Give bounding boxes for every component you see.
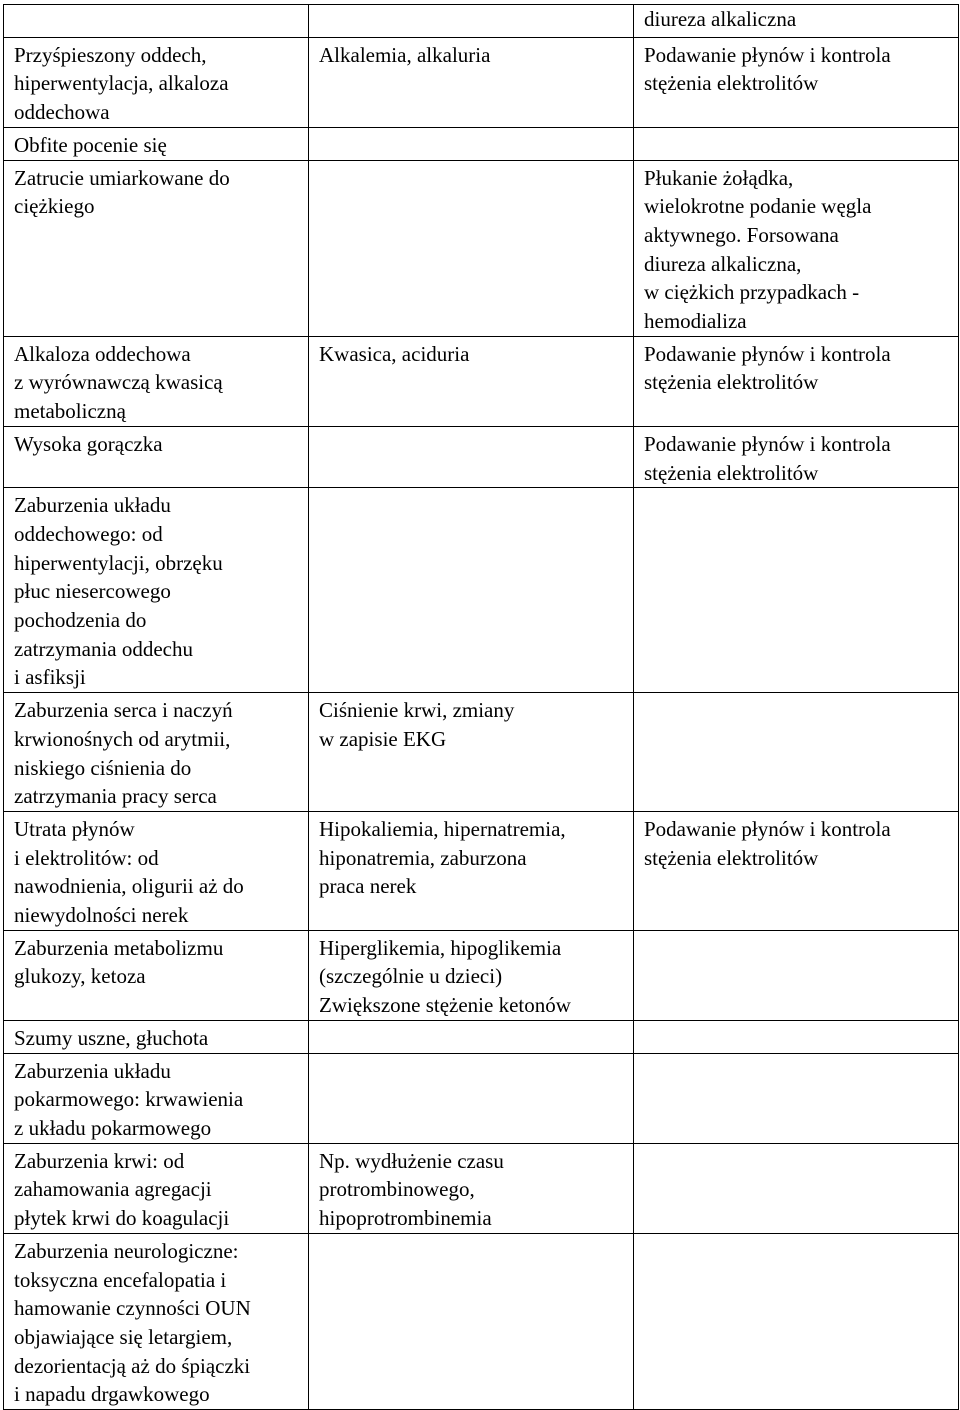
table-row xyxy=(4,1020,959,1053)
cell-text-line: Hiperglikemia, hipoglikemia xyxy=(319,935,562,960)
cell-text-line: Ciśnienie krwi, zmiany xyxy=(319,698,515,723)
empty-line xyxy=(319,1323,625,1352)
cell-text-line: Wysoka gorączka xyxy=(14,431,163,456)
treatment-cell xyxy=(634,160,959,336)
symptom-cell xyxy=(4,37,309,127)
cell-text-line: i elektrolitów: od xyxy=(14,845,159,870)
empty-line xyxy=(319,491,625,520)
cell-text-line: objawiające się letargiem, xyxy=(14,1324,233,1349)
lab-finding-cell xyxy=(309,488,634,693)
empty-line xyxy=(14,307,300,336)
lab-finding-cell xyxy=(309,160,634,336)
cell-text-line: Zwiększone stężenie ketonów xyxy=(319,993,571,1018)
empty-line xyxy=(14,250,300,279)
treatment-cell xyxy=(634,1053,959,1143)
symptom-cell xyxy=(4,811,309,930)
cell-text-line: Np. wydłużenie czasu xyxy=(319,1148,504,1173)
cell-text-line: Podawanie płynów i kontrola xyxy=(644,816,891,841)
cell-text-line: Utrata płynów xyxy=(14,816,135,841)
cell-text-line: i napadu drgawkowego xyxy=(14,1382,210,1407)
empty-line xyxy=(319,1057,625,1086)
symptom-cell xyxy=(4,930,309,1020)
empty-line xyxy=(644,754,950,783)
cell-text-line: diureza alkaliczna xyxy=(644,7,797,31)
cell-text-line: hipoprotrombinemia xyxy=(319,1206,492,1231)
cell-text-line: Podawanie płynów i kontrola xyxy=(644,341,891,366)
empty-line xyxy=(14,278,300,307)
cell-text-line: oddechowa xyxy=(14,100,110,125)
empty-line xyxy=(319,549,625,578)
empty-line xyxy=(14,8,300,37)
empty-line xyxy=(319,192,625,221)
symptom-cell xyxy=(4,127,309,160)
empty-line xyxy=(644,1114,950,1143)
cell-text-line: Obfite pocenie się xyxy=(14,132,167,157)
lab-finding-cell xyxy=(309,37,634,127)
empty-line xyxy=(644,1204,950,1233)
empty-line xyxy=(319,1266,625,1295)
cell-text-line: Hipokaliemia, hipernatremia, xyxy=(319,816,566,841)
cell-text-line: oddechowego: od xyxy=(14,521,163,546)
cell-text-line: zahamowania agregacji xyxy=(14,1177,212,1202)
treatment-cell xyxy=(634,1143,959,1233)
cell-text-line: protrombinowego, xyxy=(319,1177,475,1202)
cell-text-line: z wyrównawczą kwasicą xyxy=(14,370,223,395)
cell-text-line: w ciężkich przypadkach - xyxy=(644,280,860,305)
cell-text-line: zatrzymania pracy serca xyxy=(14,784,217,809)
cell-text-line: i asfiksji xyxy=(14,665,86,690)
symptom-cell xyxy=(4,488,309,693)
empty-line xyxy=(644,1147,950,1176)
empty-line xyxy=(319,754,625,783)
cell-text-line: hamowanie czynności OUN xyxy=(14,1296,251,1321)
empty-line xyxy=(319,164,625,193)
cell-text-line: krwionośnych od arytmii, xyxy=(14,726,231,751)
cell-text-line: Przyśpieszony oddech, xyxy=(14,42,207,67)
empty-line xyxy=(644,491,950,520)
empty-line xyxy=(644,725,950,754)
cell-text-line: płytek krwi do koagulacji xyxy=(14,1206,230,1231)
cell-text-line: stężenia elektrolitów xyxy=(644,845,819,870)
empty-line xyxy=(319,663,625,692)
table-row xyxy=(4,127,959,160)
cell-text-line: hiperwentylacji, obrzęku xyxy=(14,550,223,575)
empty-line xyxy=(319,397,625,426)
empty-line xyxy=(644,1237,950,1266)
cell-text-line: Zaburzenia metabolizmu xyxy=(14,935,224,960)
empty-line xyxy=(319,1085,625,1114)
empty-line xyxy=(644,397,950,426)
cell-text-line: zatrzymania oddechu xyxy=(14,636,193,661)
empty-line xyxy=(319,635,625,664)
empty-line xyxy=(319,577,625,606)
cell-text-line: ciężkiego xyxy=(14,194,95,219)
table-row xyxy=(4,693,959,812)
treatment-cell xyxy=(634,127,959,160)
lab-finding-cell xyxy=(309,1233,634,1409)
cell-text-line: Płukanie żołądka, xyxy=(644,165,794,190)
empty-line xyxy=(319,307,625,336)
cell-text-line: niewydolności nerek xyxy=(14,903,189,928)
cell-text-line: (szczególnie u dzieci) xyxy=(319,964,503,989)
empty-line xyxy=(644,1057,950,1086)
cell-text-line: Podawanie płynów i kontrola xyxy=(644,431,891,456)
empty-line xyxy=(319,1024,625,1053)
cell-text-line: Zatrucie umiarkowane do xyxy=(14,165,230,190)
treatment-cell xyxy=(634,930,959,1020)
treatment-cell xyxy=(634,1233,959,1409)
cell-text-line: Alkalemia, alkaluria xyxy=(319,42,491,67)
empty-line xyxy=(319,1380,625,1409)
cell-text-line: pochodzenia do xyxy=(14,608,147,633)
empty-line xyxy=(644,1085,950,1114)
symptom-cell xyxy=(4,1053,309,1143)
cell-text-line: Alkaloza oddechowa xyxy=(14,341,191,366)
cell-text-line: Zaburzenia układu xyxy=(14,493,171,518)
cell-text-line: płuc niesercowego xyxy=(14,579,171,604)
empty-line xyxy=(319,459,625,488)
empty-line xyxy=(644,934,950,963)
cell-text-line: Zaburzenia neurologiczne: xyxy=(14,1238,239,1263)
empty-line xyxy=(319,221,625,250)
lab-finding-cell xyxy=(309,1020,634,1053)
empty-line xyxy=(644,872,950,901)
cell-text-line: stężenia elektrolitów xyxy=(644,71,819,96)
lab-finding-cell xyxy=(309,5,634,38)
cell-text-line: wielokrotne podanie węgla xyxy=(644,194,872,219)
table-row xyxy=(4,930,959,1020)
empty-line xyxy=(644,1266,950,1295)
symptom-cell xyxy=(4,1020,309,1053)
empty-line xyxy=(644,962,950,991)
empty-line xyxy=(14,459,300,488)
empty-line xyxy=(319,1237,625,1266)
empty-line xyxy=(644,782,950,811)
table-row xyxy=(4,5,959,38)
empty-line xyxy=(319,278,625,307)
empty-line xyxy=(644,606,950,635)
empty-line xyxy=(319,368,625,397)
treatment-cell xyxy=(634,693,959,812)
treatment-cell xyxy=(634,336,959,426)
symptom-cell xyxy=(4,5,309,38)
empty-line xyxy=(319,8,625,37)
table-row xyxy=(4,336,959,426)
symptom-cell xyxy=(4,426,309,487)
table-row xyxy=(4,1143,959,1233)
cell-text-line: Podawanie płynów i kontrola xyxy=(644,42,891,67)
empty-line xyxy=(319,250,625,279)
cell-text-line: stężenia elektrolitów xyxy=(644,370,819,395)
cell-text-line: niskiego ciśnienia do xyxy=(14,755,192,780)
lab-finding-cell xyxy=(309,1053,634,1143)
symptom-cell xyxy=(4,336,309,426)
cell-text-line: diureza alkaliczna, xyxy=(644,251,802,276)
empty-line xyxy=(319,430,625,459)
cell-text-line: nawodnienia, oligurii aż do xyxy=(14,874,244,899)
cell-text-line: pokarmowego: krwawienia xyxy=(14,1087,244,1112)
empty-line xyxy=(319,901,625,930)
empty-line xyxy=(644,520,950,549)
cell-text-line: z układu pokarmowego xyxy=(14,1116,212,1140)
empty-line xyxy=(644,577,950,606)
treatment-cell xyxy=(634,5,959,38)
cell-text-line: toksyczna encefalopatia i xyxy=(14,1267,227,1292)
cell-text-line: glukozy, ketoza xyxy=(14,964,146,989)
empty-line xyxy=(319,1114,625,1143)
cell-text-line: aktywnego. Forsowana xyxy=(644,222,839,247)
empty-line xyxy=(319,98,625,127)
cell-text-line: stężenia elektrolitów xyxy=(644,460,819,485)
empty-line xyxy=(319,1294,625,1323)
cell-text-line: dezorientacją aż do śpiączki xyxy=(14,1353,251,1378)
empty-line xyxy=(644,1380,950,1409)
empty-line xyxy=(319,606,625,635)
cell-text-line: Szumy uszne, głuchota xyxy=(14,1025,209,1050)
empty-line xyxy=(644,1175,950,1204)
symptom-cell xyxy=(4,1233,309,1409)
lab-finding-cell xyxy=(309,693,634,812)
treatment-cell xyxy=(634,1020,959,1053)
treatment-cell xyxy=(634,811,959,930)
cell-text-line: hiponatremia, zaburzona xyxy=(319,845,527,870)
table-row xyxy=(4,37,959,127)
cell-text-line: hiperwentylacja, alkaloza xyxy=(14,71,229,96)
lab-finding-cell xyxy=(309,127,634,160)
lab-finding-cell xyxy=(309,930,634,1020)
table-row xyxy=(4,160,959,336)
cell-text-line: Kwasica, aciduria xyxy=(319,341,470,366)
lab-finding-cell xyxy=(309,811,634,930)
empty-line xyxy=(644,901,950,930)
lab-finding-cell xyxy=(309,336,634,426)
symptom-cell xyxy=(4,1143,309,1233)
table-row xyxy=(4,488,959,693)
empty-line xyxy=(644,98,950,127)
empty-line xyxy=(644,131,950,160)
table-row xyxy=(4,426,959,487)
empty-line xyxy=(644,635,950,664)
empty-line xyxy=(319,131,625,160)
cell-text-line: Zaburzenia krwi: od xyxy=(14,1148,185,1173)
empty-line xyxy=(644,1294,950,1323)
cell-text-line: metaboliczną xyxy=(14,399,126,424)
empty-line xyxy=(644,549,950,578)
table-row xyxy=(4,1233,959,1409)
empty-line xyxy=(319,69,625,98)
table-row xyxy=(4,811,959,930)
empty-line xyxy=(644,1024,950,1053)
empty-line xyxy=(644,663,950,692)
cell-text-line: praca nerek xyxy=(319,874,417,899)
lab-finding-cell xyxy=(309,426,634,487)
cell-text-line: hemodializa xyxy=(644,309,747,334)
empty-line xyxy=(14,221,300,250)
empty-line xyxy=(644,1323,950,1352)
empty-line xyxy=(319,520,625,549)
treatment-cell xyxy=(634,488,959,693)
cell-text-line: w zapisie EKG xyxy=(319,726,447,751)
symptom-cell xyxy=(4,693,309,812)
empty-line xyxy=(644,696,950,725)
treatment-cell xyxy=(634,37,959,127)
symptom-cell xyxy=(4,160,309,336)
empty-line xyxy=(319,782,625,811)
table-body xyxy=(4,5,959,1410)
cell-text-line: Zaburzenia układu xyxy=(14,1058,171,1083)
cell-text-line: Zaburzenia serca i naczyń xyxy=(14,698,233,723)
symptoms-table xyxy=(3,4,959,1410)
table-row xyxy=(4,1053,959,1143)
lab-finding-cell xyxy=(309,1143,634,1233)
treatment-cell xyxy=(634,426,959,487)
